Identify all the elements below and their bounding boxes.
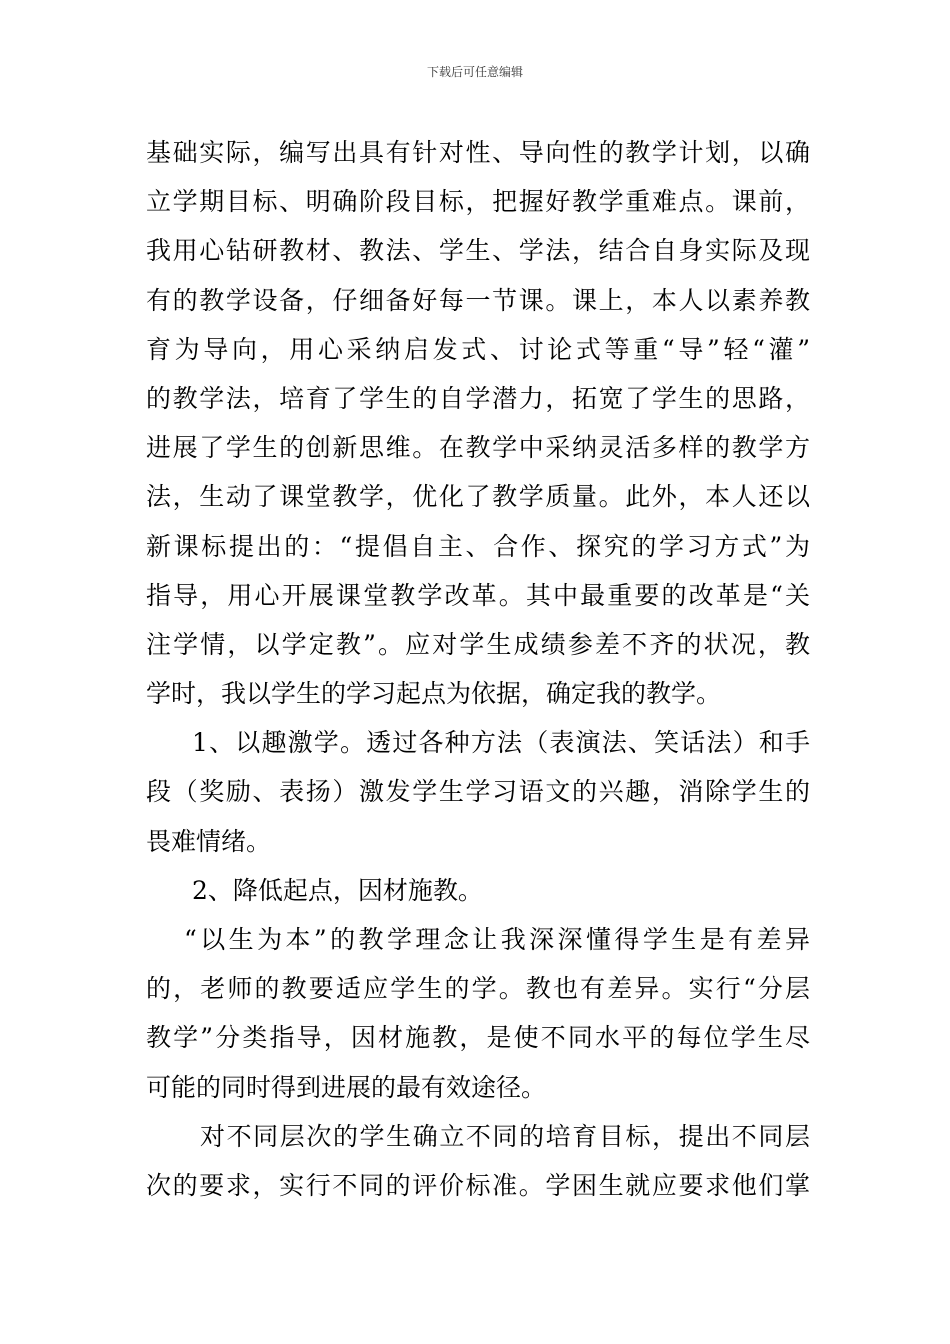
text-line: 的，老师的教要适应学生的学。教也有差异。实行“分层 [146, 974, 810, 1004]
text-line: 可能的同时得到进展的最有效途径。 [146, 1072, 547, 1102]
page-header: 下载后可任意编辑 [426, 65, 523, 79]
text-line: “以生为本”的教学理念让我深深懂得学生是有差异 [184, 925, 810, 954]
text-line: 基础实际，编写出具有针对性、导向性的教学计划，以确 [146, 138, 810, 167]
text-line: 学时，我以学生的学习起点为依据，确定我的教学。 [146, 679, 722, 709]
text-line: 教学”分类指导，因材施教，是使不同水平的每位学生尽 [146, 1023, 810, 1053]
text-line: 次的要求，实行不同的评价标准。学困生就应要求他们掌 [146, 1170, 810, 1200]
text-line: 立学期目标、明确阶段目标，把握好教学重难点。课前， [146, 187, 810, 217]
document-body [146, 128, 810, 1210]
text-line: 进展了学生的创新思维。在教学中采纳灵活多样的教学方 [146, 433, 810, 463]
text-line: 指导，用心开展课堂教学改革。其中最重要的改革是“关 [146, 580, 810, 610]
text-line: 畏难情绪。 [146, 826, 272, 856]
text-line: 1、以趣激学。透过各种方法（表演法、笑话法）和手 [192, 728, 810, 758]
text-line: 对不同层次的学生确立不同的培育目标，提出不同层 [200, 1121, 810, 1151]
text-line: 我用心钻研教材、教法、学生、学法，结合自身实际及现 [146, 236, 810, 266]
text-line: 2、降低起点，因材施教。 [192, 875, 483, 905]
text-line: 段（奖励、表扬）激发学生学习语文的兴趣，消除学生的 [146, 777, 810, 807]
text-line: 新课标提出的：“提倡自主、合作、探究的学习方式”为 [146, 531, 810, 561]
text-line: 育为导向，用心采纳启发式、讨论式等重“导”轻“灌” [146, 334, 810, 364]
text-line: 的教学法，培育了学生的自学潜力，拓宽了学生的思路， [146, 383, 810, 413]
text-line: 法，生动了课堂教学，优化了教学质量。此外，本人还以 [146, 482, 810, 512]
text-line: 注学情，以学定教”。应对学生成绩参差不齐的状况，教 [146, 629, 810, 659]
text-line: 有的教学设备，仔细备好每一节课。课上，本人以素养教 [146, 285, 810, 315]
